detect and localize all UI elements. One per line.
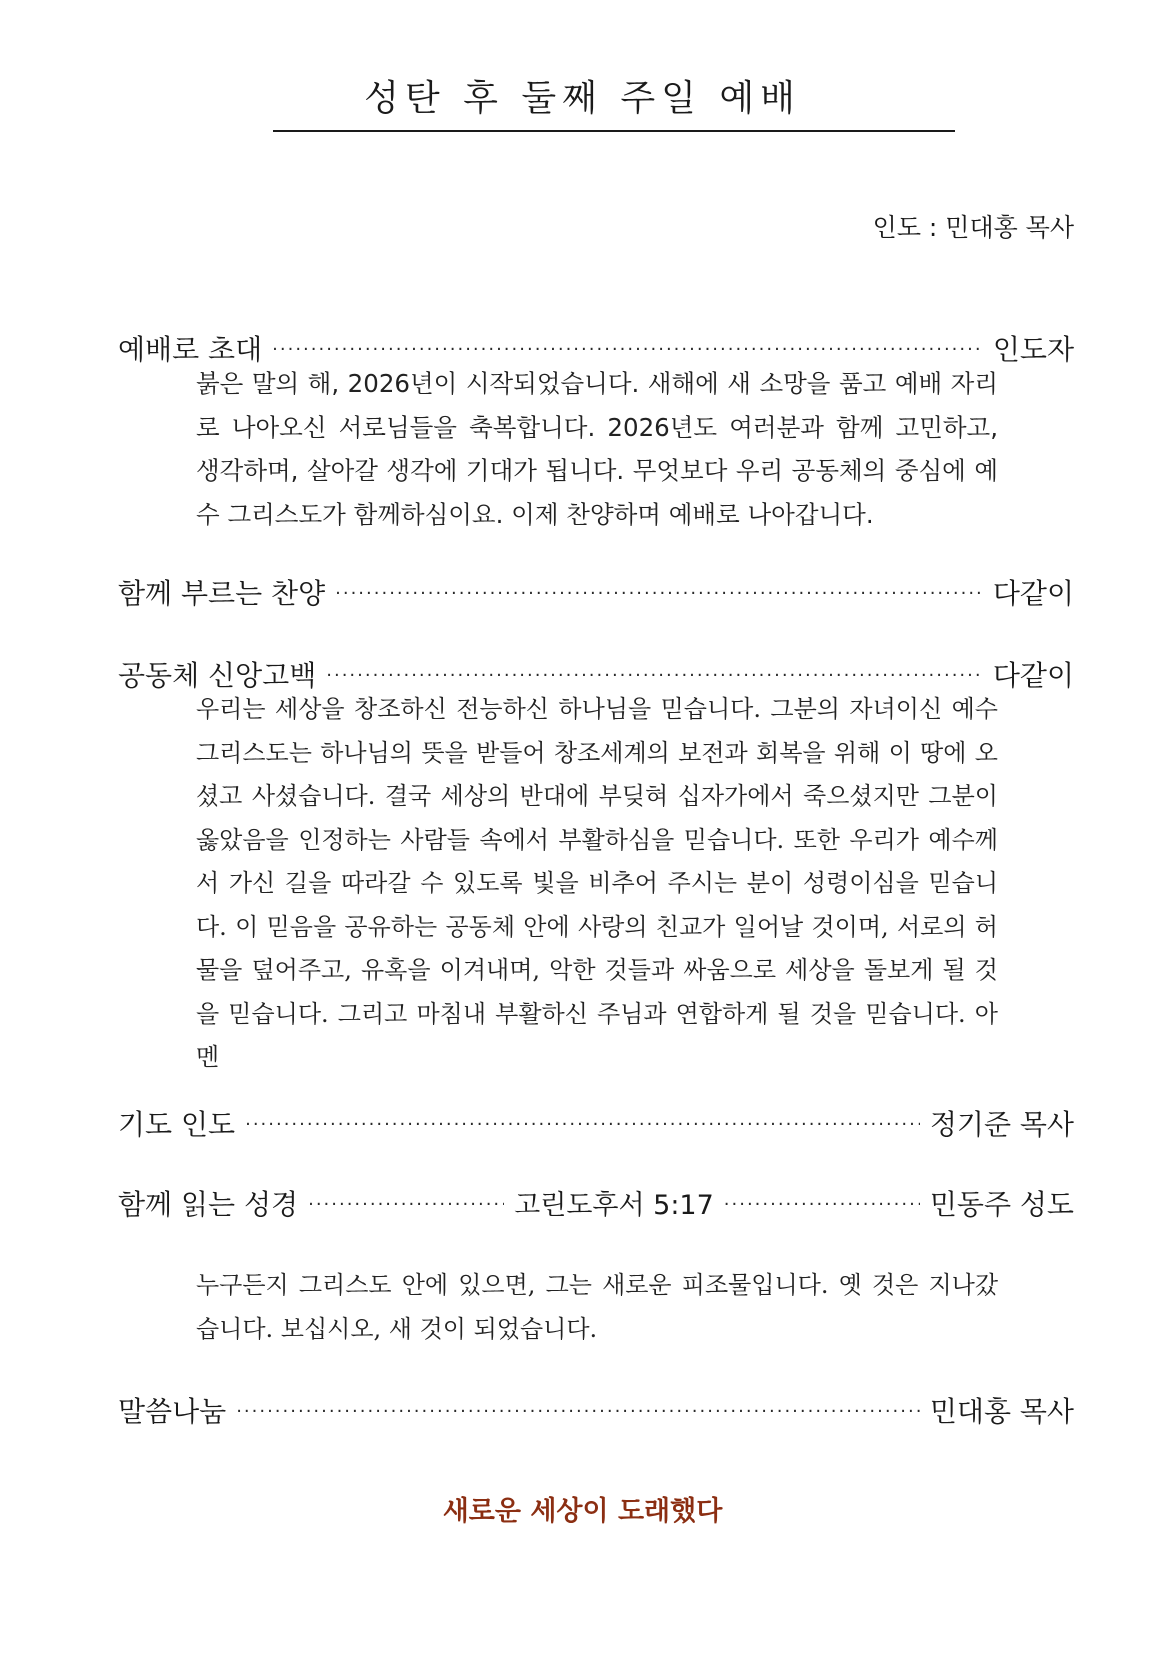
order-item-role: 민대홍 목사 xyxy=(929,1395,1074,1428)
order-item-sermon xyxy=(118,1390,1074,1430)
order-item-role: 다같이 xyxy=(992,577,1074,610)
order-item-role: 다같이 xyxy=(992,659,1074,692)
order-item-label: 예배로 초대 xyxy=(118,333,263,366)
dot-leader xyxy=(308,1194,504,1215)
title-underline xyxy=(273,130,955,132)
order-item-scripture xyxy=(118,1183,1074,1223)
scripture-text: 누구든지 그리스도 안에 있으면, 그는 새로운 피조물입니다. 옛 것은 지나갔습니다. 보십시오, 새 것이 되었습니다. xyxy=(196,1271,998,1343)
order-item-role: 인도자 xyxy=(992,333,1074,366)
dot-leader xyxy=(245,1114,920,1135)
dot-leader xyxy=(272,339,983,360)
order-item-label: 함께 읽는 성경 xyxy=(118,1188,299,1221)
dot-leader xyxy=(326,665,983,686)
scripture-reference: 고린도후서 5:17 xyxy=(514,1190,714,1221)
order-item-label: 함께 부르는 찬양 xyxy=(118,577,326,610)
order-item-hymn xyxy=(118,572,1074,612)
sermon-title: 새로운 세상이 도래했다 xyxy=(442,1496,723,1527)
order-item-label: 공동체 신앙고백 xyxy=(118,659,317,692)
dot-leader xyxy=(724,1194,920,1215)
invitation-text: 붉은 말의 해, 2026년이 시작되었습니다. 새해에 새 소망을 품고 예배 자리로 나아오신 서로님들을 축복합니다. 2026년도 여러분과 함께 고민하고, 생각하며, 살아갈 생각에 기대가 됩니다. 무엇보다 우리 공동체의 중심에 예수 그리스도가 함께하심이요. 이제 찬양하며 예배로 나아갑니다. xyxy=(196,369,998,529)
dot-leader xyxy=(236,1401,920,1422)
worship-leader: 인도 : 민대홍 목사 xyxy=(872,213,1074,242)
dot-leader xyxy=(335,583,983,604)
order-item-prayer xyxy=(118,1103,1074,1143)
creed-text: 우리는 세상을 창조하신 전능하신 하나님을 믿습니다. 그분의 자녀이신 예수 그리스도는 하나님의 뜻을 받들어 창조세계의 보전과 회복을 위해 이 땅에 오셨고 사셨습니다. 결국 세상의 반대에 부딪혀 십자가에서 죽으셨지만 그분이 옳았음을 인정하는 사람들 속에서 부활하심을 믿습니다. 또한 우리가 예수께서 가신 길을 따라갈 수 있도록 빛을 비추어 주시는 분이 성령이심을 믿습니다. 이 믿음을 공유하는 공동체 안에 사랑의 친교가 일어날 것이며, 서로의 허물을 덮어주고, 유혹을 이겨내며, 악한 것들과 싸움으로 세상을 돌보게 될 것을 믿습니다. 그리고 마침내 부활하신 주님과 연합하게 될 것을 믿습니다. 아멘 xyxy=(196,695,998,1071)
page-title: 성탄 후 둘째 주일 예배 xyxy=(364,78,801,119)
order-item-role: 정기준 목사 xyxy=(929,1108,1074,1141)
order-item-role: 민동주 성도 xyxy=(929,1188,1074,1221)
order-item-label: 기도 인도 xyxy=(118,1108,236,1141)
order-item-label: 말씀나눔 xyxy=(118,1395,227,1428)
